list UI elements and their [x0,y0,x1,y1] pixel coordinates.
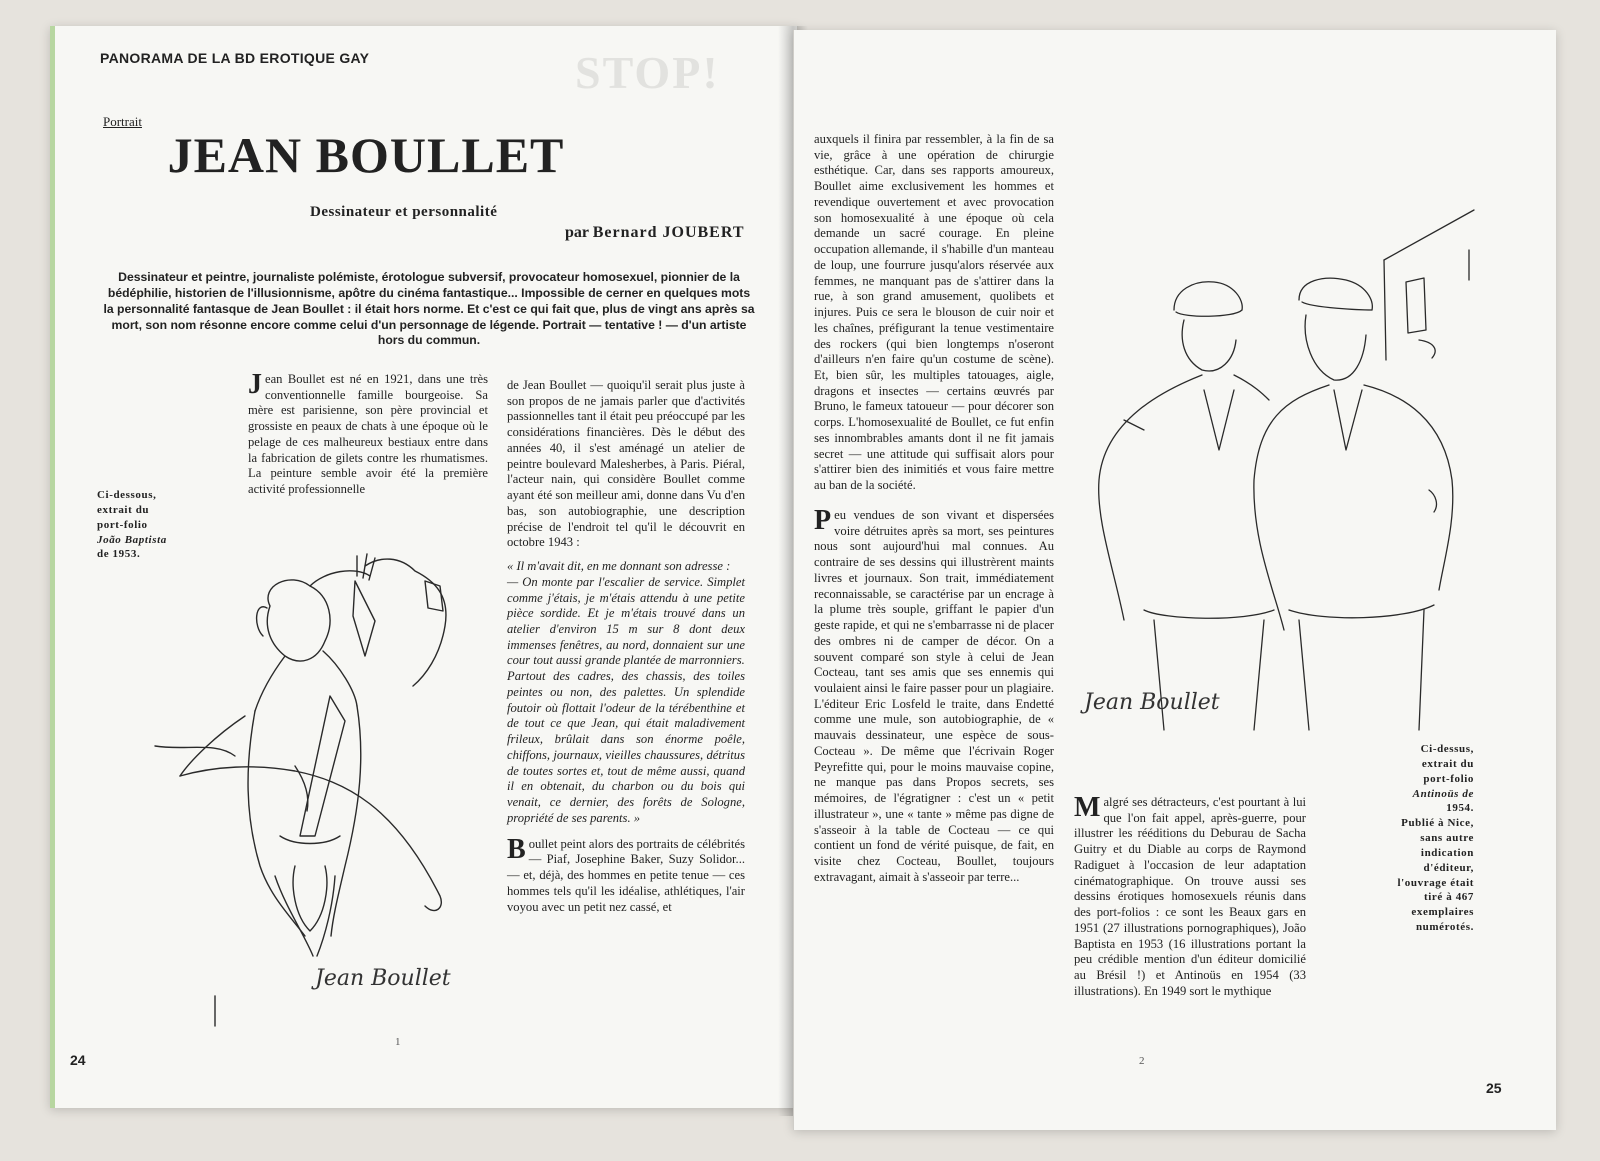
sketch-illustration-archer [95,536,495,1036]
bleed-through-text: STOP! [575,47,720,98]
author-name: Bernard JOUBERT [592,224,745,241]
column-1 [814,132,1054,894]
plate-number: 2 [1139,1055,1145,1067]
drop-cap: B [507,833,526,865]
caption-line: port-folio [97,518,148,531]
column-2 [1074,792,1306,1008]
column-2 [507,378,745,923]
drop-cap: J [248,369,262,400]
left-page [50,26,798,1108]
caption-line: d'éditeur, [1423,861,1474,874]
page-number: 25 [1486,1080,1502,1096]
paragraph [507,833,745,916]
running-head: PANORAMA DE LA BD EROTIQUE GAY [100,50,370,66]
caption-line: extrait du [1421,757,1474,770]
byline [565,224,745,242]
caption-line: sans autre [1420,832,1474,845]
byline-prefix: par [565,224,589,241]
caption-line: Publié à Nice, [1401,817,1474,830]
sketch-illustration-sailors [1084,190,1504,750]
paragraph: de Jean Boullet — quoiqu'il serait plus juste à son propos de ne jamais parler que d'activités passionnelles tant il était peu préoccupé par les considérations financières. Dès le début des années 40, il s'est aménagé un atelier de peintre boulevard Malesherbes, à Paris. Piéral, l'acteur nain, qui considère Boullet comme ayant été son meilleur ami, donne dans Vu d'en bas, son autobiographie, une description précise de l'endroit tel qu'il le découvrit en octobre 1943 : [507,378,745,550]
paragraph-text: algré ses détracteurs, c'est pourtant à lui que l'on fait appel, après-guerre, pour illustrer les rééditions du Deburau de Sacha Guitry et du Diable au corps de Raymond Radiguet à l'occasion de leur adaptation cinématographique. On trouve aussi ses dessins érotiques homosexuels réunis dans des port-folios : ce sont les Beaux gars en 1951 (27 illustrations pornographiques), João Baptista en 1953 (16 illustrations portant la peu crédible mention d'un éditeur domicilié au Brésil !) et Antinoüs en 1954 (33 illustrations). En 1949 sort le mythique [1074,795,1306,998]
caption-line: Ci-dessous, [97,489,157,501]
caption-line: indication [1420,846,1474,859]
intro-paragraph: Dessinateur et peintre, journaliste polémiste, érotologue subversif, provocateur homosexuel, pionnier de la bédéphilie, historien de l'illusionnisme, apôtre du cinéma fantastique... Impossible de cerner en quelques mots la personnalité fantasque de Jean Boullet : il était hors norme. Et c'est ce qui fait que, plus de vingt ans après sa mort, son nom résonne encore comme celui d'un personnage de légende. Portrait — tentative ! — d'un artiste hors du commun. [103,270,755,348]
section-label: Portrait [103,114,142,129]
page-number: 24 [70,1052,86,1068]
quote-line: « Il m'avait dit, en me donnant son adresse : [507,559,731,574]
article-title-text: JEAN BOULLET [167,127,565,183]
quote-paragraph: Partout des cadres, des chassis, des toiles peintes ou non, des palettes. Un splendide foutoir où flottait l'odeur de la térébenthine et de tout ce que Jean, qui était maladivement frileux, brûlait dans son énorme poêle, chiffons, journaux, vieilles chaussures, détritus de toutes sortes et, tout de même aussi, quand il en obtenait, du charbon ou du bois qui venait, ce dernier, des forêts de Sologne, propriété de ses parents. » [507,669,745,825]
caption-line: port-folio [1423,772,1474,785]
paragraph-text: oullet peint alors des portraits de célébrités — Piaf, Josephine Baker, Suzy Solidor... — et, déjà, des hommes en petite tenue — ces hommes tels qu'il les idéalise, athlétiques, l'air voyou avec un petit nez cassé, et [507,836,745,914]
caption-line: numérotés. [1415,921,1474,934]
artist-signature: Jean Boullet [315,966,451,991]
caption-right [1354,742,1474,935]
caption-line: tiré à 467 [1424,891,1474,904]
paragraph: auxquels il finira par ressembler, à la fin de sa vie, grâce à une opération de chirurgie esthétique. Car, dans ses rapports amoureux, Boullet aime exclusivement les hommes et revendique ouvertement et avec provocation son homosexualité à une époque où cela demande un sacré courage. En pleine occupation allemande, il s'habille d'un manteau de loup, une fourrure jusqu'alors réservée aux femmes, ne manquant pas de s'attirer dans la rue, à son grand amusement, quolibets et injures. Puis ce sera le blouson de cuir noir et les chaînes, préfigurant la tenue vestimentaire des rockers (qui bien longtemps n'oseront d'ailleurs n'en faire qu'un costume de scène). Et, bien sûr, les multiples tatouages, aigle, dragons et insectes — certains œuvrés par Bruno, le fameux tatoueur — pour décorer son corps. L'homosexualité de Boullet, ce fut enfin ses innombrables amants dont il ne fit jamais secret — une attitude qui suffisait alors pour s'attirer bien des inimitiés et vous faire mettre au ban de la société. [814,132,1054,493]
caption-line: Antinoüs de [1412,787,1474,800]
paragraph [814,504,1054,886]
caption-line: exemplaires [1411,906,1474,919]
artist-signature: Jean Boullet [1084,690,1220,715]
caption-line: Ci-dessus, [1420,743,1474,755]
drop-cap: M [1074,792,1101,823]
paragraph-text: eu vendues de son vivant et dispersées voire détruites après sa mort, ses peintures nous sont aujourd'hui mal connues. Au contraire de ses dessins qui illustrèrent maints livres et journaux. Son trait, immédiatement reconnaissable, se caractérise par un encrage à la plume très souple, griffant le papier d'un geste rapide, et qui ne s'embarrasse ni de placer des ombres ni de camper de décor. On a souvent comparé son style à celui de Jean Cocteau, tant ses amis que ses ennemis qui voulaient ainsi le faire passer pour un plagiaire. L'éditeur Eric Losfeld le traite, dans Endetté comme une mule, son autobiographie, de « mauvais dessinateur, une espèce de sous-Cocteau ». De même que l'écrivain Roger Peyrefitte qui, pour le moins mauvaise copine, ne manque pas dans Propos secrets, ses mémoires, de l'égratigner : c'est un « petit illustrateur », une « tante » même pas digne de s'asseoir à la table de Cocteau — ce qui contient un fond de vérité puisque, de fait, en visite chez Cocteau, Boullet, toujours extravagant, aimait à s'asseoir par terre... [814,507,1054,884]
paragraph [248,369,488,498]
quote-paragraph: — On monte par l'escalier de service. Simplet comme j'étais, je m'étais attendu à une petite pièce sordide. Et je m'étais trouvé dans un atelier d'environ 15 m sur 8 dont deux immenses fenêtres, au nord, donnaient sur une cour tout aussi grande plantée de marronniers. [507,574,745,668]
plate-number: 1 [395,1036,401,1048]
caption-line: 1954. [1446,802,1474,815]
paragraph [1074,792,1306,1000]
article-subtitle: Dessinateur et personnalité [310,204,498,220]
drop-cap: P [814,504,832,536]
column-1 [248,369,488,506]
caption-line: extrait du [97,503,150,516]
caption-line: de 1953. [97,548,141,561]
right-page [793,30,1556,1130]
paragraph-text: ean Boullet est né en 1921, dans une très conventionnelle famille bourgeoise. Sa mère est parisienne, son père provincial et grossiste en peaux de chats à une époque où le pelage de ces malheureux bestiaux entre dans la fabrication de gilets contre les rhumatismes. La peinture semble avoir été la première activité professionnelle [248,372,488,497]
caption-line: João Baptista [97,533,167,546]
article-title [55,126,797,184]
caption-line: l'ouvrage était [1397,876,1474,889]
